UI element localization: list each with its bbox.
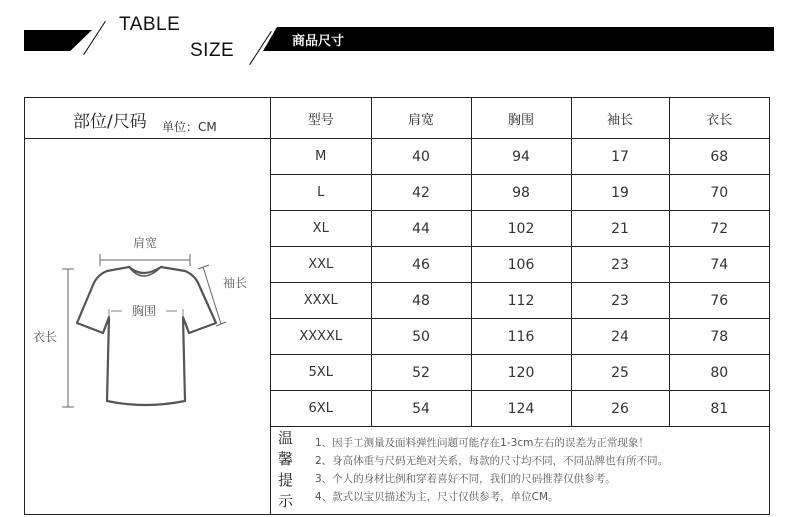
tshirt-outline xyxy=(77,267,216,405)
left-panel-header xyxy=(25,98,270,139)
table-cell: 68 xyxy=(669,139,769,175)
table-cell: 23 xyxy=(571,247,669,283)
table-cell: 48 xyxy=(371,283,471,319)
note-item: 4、款式以宝贝描述为主，尺寸仅供参考，单位CM。 xyxy=(315,491,559,503)
table-cell: 17 xyxy=(571,139,669,175)
table-cell: 46 xyxy=(371,247,471,283)
table-cell: 52 xyxy=(371,355,471,391)
table-cell: 72 xyxy=(669,211,769,247)
unit-label: 单位：CM xyxy=(162,120,217,134)
column-header: 袖长 xyxy=(571,98,669,139)
table-cell: 19 xyxy=(571,175,669,211)
table-row xyxy=(271,319,769,355)
size-table xyxy=(271,98,769,427)
length-label: 衣长 xyxy=(32,330,58,344)
note-item: 3、个人的身材比例和穿着喜好不同，我们的尺码推荐仅供参考。 xyxy=(315,473,616,485)
table-cell: 70 xyxy=(669,175,769,211)
table-cell: 106 xyxy=(471,247,571,283)
size-cell: XXXL xyxy=(271,283,371,319)
size-cell: 6XL xyxy=(271,391,371,427)
header-banner xyxy=(0,0,790,80)
shoulder-label: 肩宽 xyxy=(132,236,158,250)
table-cell: 98 xyxy=(471,175,571,211)
table-cell: 21 xyxy=(571,211,669,247)
table-row xyxy=(271,139,769,175)
right-panel xyxy=(271,98,769,514)
note-item: 1、因手工测量及面料弹性问题可能存在1-3cm左右的误差为正常现象！ xyxy=(315,437,649,449)
column-header: 型号 xyxy=(271,98,371,139)
banner-left-bar xyxy=(24,30,92,51)
table-cell: 50 xyxy=(371,319,471,355)
table-cell: 120 xyxy=(471,355,571,391)
table-cell: 26 xyxy=(571,391,669,427)
table-cell: 42 xyxy=(371,175,471,211)
table-cell: 40 xyxy=(371,139,471,175)
size-cell: XXXXL xyxy=(271,319,371,355)
size-cell: L xyxy=(271,175,371,211)
notes-section xyxy=(271,422,769,514)
table-cell: 54 xyxy=(371,391,471,427)
table-cell: 80 xyxy=(669,355,769,391)
table-cell: 78 xyxy=(669,319,769,355)
table-cell: 81 xyxy=(669,391,769,427)
table-row xyxy=(271,355,769,391)
left-panel xyxy=(25,98,271,514)
note-item: 2、身高体重与尺码无绝对关系，每款的尺寸均不同，不同品牌也有所不同。 xyxy=(315,455,669,467)
table-cell: 116 xyxy=(471,319,571,355)
table-row xyxy=(271,283,769,319)
table-cell: 94 xyxy=(471,139,571,175)
title-size: SIZE xyxy=(190,40,235,61)
table-cell: 74 xyxy=(669,247,769,283)
size-cell: XL xyxy=(271,211,371,247)
banner-slash xyxy=(83,21,106,55)
title-table: TABLE xyxy=(119,14,181,35)
table-cell: 76 xyxy=(669,283,769,319)
notes-list xyxy=(315,434,668,506)
table-cell: 23 xyxy=(571,283,669,319)
chest-label: 胸围 xyxy=(131,304,157,318)
column-header: 胸围 xyxy=(471,98,571,139)
sleeve-label: 袖长 xyxy=(222,276,248,290)
left-panel-heading: 部位/尺码 xyxy=(73,112,147,132)
table-cell: 112 xyxy=(471,283,571,319)
table-cell: 24 xyxy=(571,319,669,355)
table-row xyxy=(271,211,769,247)
table-row xyxy=(271,247,769,283)
table-header-row xyxy=(271,98,769,139)
column-header: 肩宽 xyxy=(371,98,471,139)
size-chart xyxy=(24,97,770,515)
table-cell: 124 xyxy=(471,391,571,427)
column-header: 衣长 xyxy=(669,98,769,139)
table-row xyxy=(271,175,769,211)
banner-label: 商品尺寸 xyxy=(292,34,345,49)
table-cell: 44 xyxy=(371,211,471,247)
size-cell: 5XL xyxy=(271,355,371,391)
table-cell: 25 xyxy=(571,355,669,391)
size-cell: XXL xyxy=(271,247,371,283)
tshirt-diagram xyxy=(25,139,271,419)
table-cell: 102 xyxy=(471,211,571,247)
notes-title: 温 馨 提 示 xyxy=(278,429,294,510)
size-cell: M xyxy=(271,139,371,175)
